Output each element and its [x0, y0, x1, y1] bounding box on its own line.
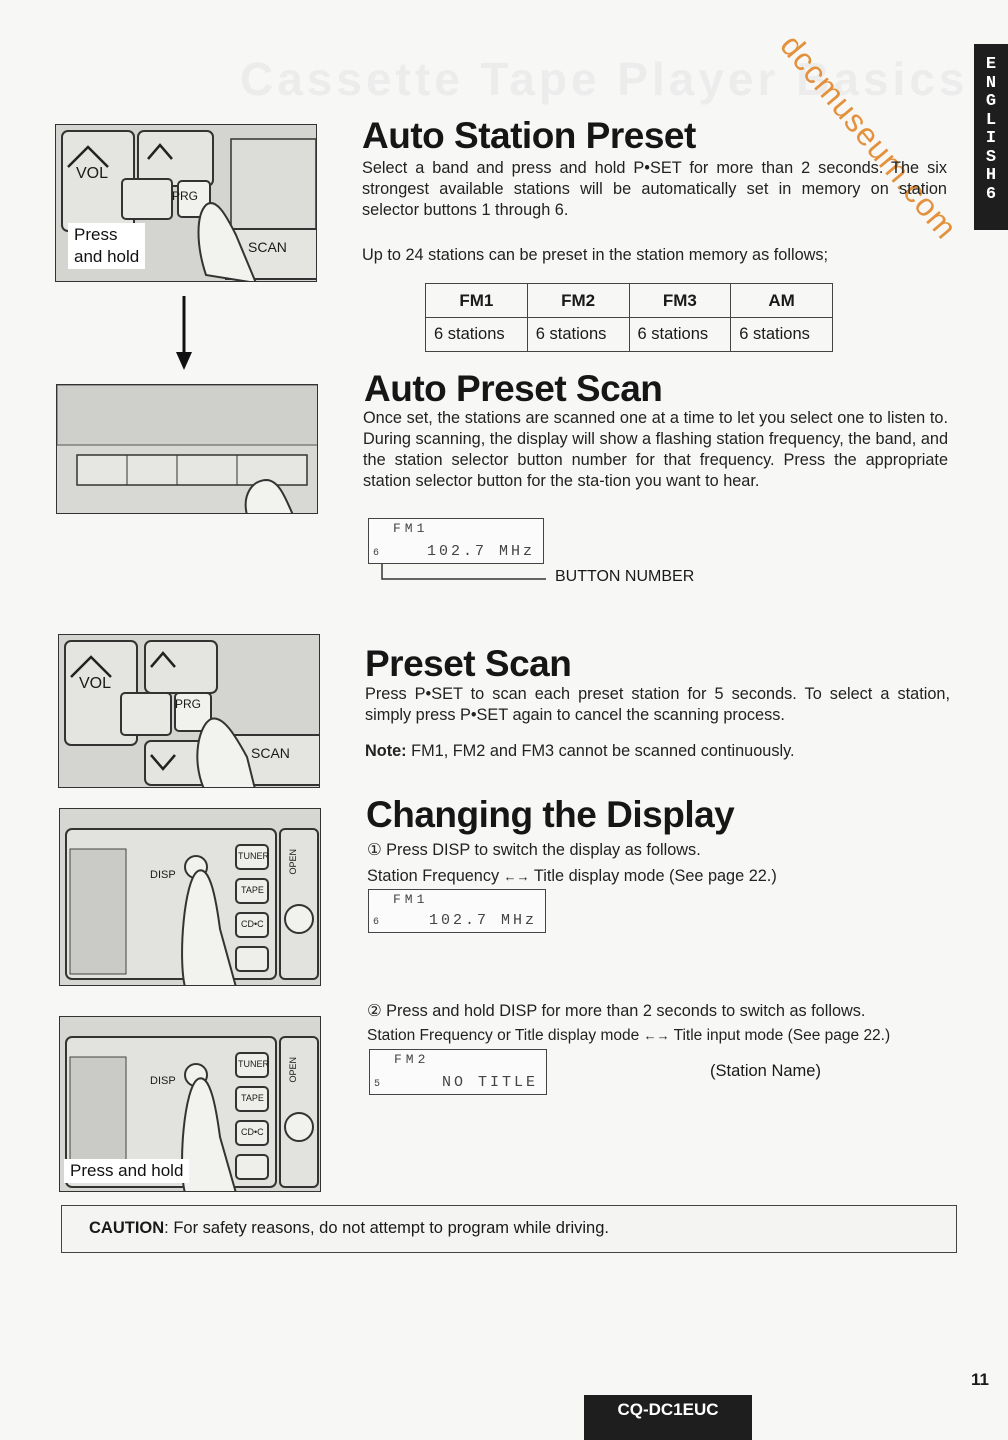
press-and-hold-label: Press and hold: [68, 223, 145, 269]
table-cell-fm3: 6 stations: [629, 318, 731, 352]
vol-label-2: VOL: [79, 675, 112, 692]
auto-station-preset-title: Auto Station Preset: [362, 115, 696, 156]
lcd-frequency: 102.7 MHz: [426, 543, 535, 560]
illustration-preset-scan: [58, 634, 320, 788]
button-number-label: BUTTON NUMBER: [555, 568, 695, 585]
preset-scan-note: [365, 741, 950, 762]
table-cell-fm2: 6 stations: [527, 318, 629, 352]
ghost-header: Cassette Tape Player Basics: [240, 53, 969, 105]
flow2-arrow-icon: ←→: [643, 1028, 670, 1043]
lcd2-title: NO TITLE: [441, 1074, 538, 1091]
caution-text: : For safety reasons, do not attempt to program while driving.: [164, 1219, 609, 1237]
prg-label: PRG: [172, 189, 199, 203]
illustration-disp-hold: [59, 1016, 321, 1192]
flow-2: [367, 1025, 967, 1046]
illustration-press-prg: [55, 124, 317, 282]
disp-panel-drawing: [60, 809, 321, 986]
step-1: ① Press DISP to switch the display as follows.: [367, 841, 701, 859]
lcd1-frequency: 102.7 MHz: [428, 912, 537, 929]
table-row: [426, 318, 833, 352]
table-header-fm1: FM1: [426, 284, 528, 318]
lcd-display-scan: [368, 518, 544, 564]
lcd-display-2: [369, 1049, 547, 1095]
table-header-fm2: FM2: [527, 284, 629, 318]
open-label-2: OPEN: [288, 1057, 298, 1083]
preset-scan-body: Press P•SET to scan each preset station for 5 seconds. To select a station, simply press P•SET again to cancel the scanning process.: [365, 685, 950, 724]
step-2: ② Press and hold DISP for more than 2 seconds to switch as follows.: [367, 1002, 866, 1020]
tape-label: TAPE: [241, 885, 264, 895]
scan-label-2: SCAN: [251, 745, 290, 761]
station-name-label: (Station Name): [710, 1062, 821, 1080]
model-tab: CQ-DC1EUC: [584, 1395, 752, 1440]
flow1-arrow-icon: ←→: [503, 869, 530, 884]
auto-station-preset-note: Up to 24 stations can be preset in the station memory as follows;: [362, 246, 829, 264]
flow2-b: Title input mode (See page 22.): [673, 1027, 891, 1044]
radio-panel-drawing-2: [59, 635, 320, 788]
preset-panel-drawing: [57, 385, 318, 514]
note-text: FM1, FM2 and FM3 cannot be scanned continuously.: [406, 742, 795, 760]
caution-box: [61, 1205, 957, 1253]
table-header-row: [426, 284, 833, 318]
auto-preset-scan-body: Once set, the stations are scanned one at a time to let you select one to listen to. During scanning, the display will show a flashing station frequency, the band, and the station selector button number for that frequency. Press the appropriate station selector button for the sta-tion you want to hear.: [363, 409, 948, 490]
tape-label-2: TAPE: [241, 1093, 264, 1103]
press-and-hold-label-2: Press and hold: [64, 1159, 189, 1183]
disp-label-2: DISP: [150, 1075, 176, 1087]
cdc-label: CD•C: [241, 919, 264, 929]
prg-label-2: PRG: [175, 697, 202, 711]
table-header-fm3: FM3: [629, 284, 731, 318]
flow-1: [367, 866, 952, 887]
watermark: dccmuseum.com: [773, 27, 965, 246]
open-label: OPEN: [288, 849, 298, 875]
disp-label: DISP: [150, 869, 176, 881]
preset-scan-title: Preset Scan: [365, 643, 572, 684]
auto-station-preset-body: Select a band and press and hold P•SET for more than 2 seconds. The six strongest available stations will be automatically set in memory on station selector buttons 1 through 6.: [362, 159, 947, 219]
tuner-label: TUNER: [238, 851, 269, 861]
page-number: 11: [971, 1370, 989, 1389]
cdc-label-2: CD•C: [241, 1127, 264, 1137]
note-label: Note:: [365, 742, 407, 760]
language-tab: E N G L I S H 6: [974, 44, 1008, 230]
caution-label: CAUTION: [89, 1219, 165, 1237]
tuner-label-2: TUNER: [238, 1059, 269, 1069]
button-number-leader-line: [378, 564, 548, 584]
illustration-disp-press: [59, 808, 321, 986]
table-cell-fm1: 6 stations: [426, 318, 528, 352]
lcd1-band: FM1: [393, 892, 429, 907]
lcd-band: FM1: [393, 521, 429, 536]
auto-preset-scan-title: Auto Preset Scan: [364, 368, 663, 409]
lcd-button-number: 6: [373, 548, 380, 559]
changing-display-title: Changing the Display: [366, 794, 735, 835]
illustration-preset-buttons: [56, 384, 318, 514]
vol-label: VOL: [76, 165, 109, 182]
lcd2-band: FM2: [394, 1052, 430, 1067]
table-cell-am: 6 stations: [731, 318, 833, 352]
scan-label: SCAN: [248, 239, 287, 255]
flow1-b: Title display mode (See page 22.): [533, 867, 777, 885]
lcd2-number: 5: [374, 1079, 381, 1090]
lcd-display-1: [368, 889, 546, 933]
flow2-a: Station Frequency or Title display mode: [367, 1027, 640, 1044]
lcd1-number: 6: [373, 917, 380, 928]
flow1-a: Station Frequency: [367, 867, 500, 885]
station-memory-table: [425, 283, 833, 352]
table-header-am: AM: [731, 284, 833, 318]
down-arrow-icon: [174, 296, 194, 376]
